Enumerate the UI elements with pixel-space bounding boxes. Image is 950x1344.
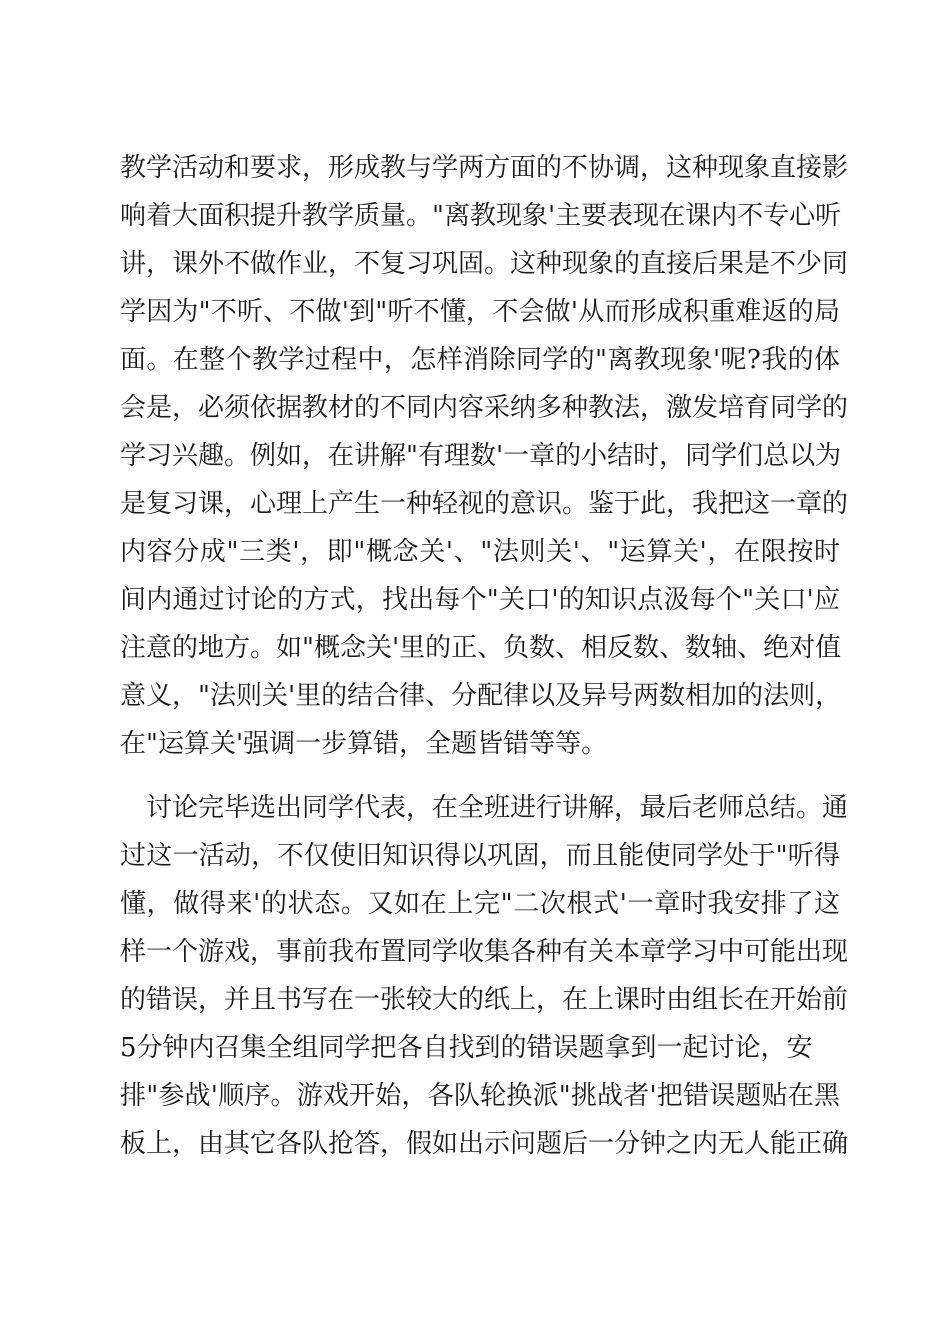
text-line-8: 是复习课，心理上产生一种轻视的意识。鉴于此，我把这一章的	[120, 489, 849, 519]
text-line-1: 教学活动和要求，形成教与学两方面的不协调，这种现象直接影	[120, 153, 849, 183]
text-line-4: 学因为"不听、不做'到"听不懂，不会做'从而形成积重难返的局	[120, 297, 840, 327]
text-line-21: 板上，由其它各队抢答，假如出示问题后一分钟之内无人能正确	[120, 1129, 849, 1159]
text-line-6: 会是，必须依据教材的不同内容采纳多种教法，激发培育同学的	[120, 393, 849, 423]
text-line-3: 讲，课外不做作业，不复习巩固。这种现象的直接后果是不少同	[120, 249, 849, 279]
paragraph-2-first-line: 讨论完毕选出同学代表，在全班进行讲解，最后老师总结。通	[146, 793, 849, 823]
text-line-19: 5分钟内召集全组同学把各自找到的错误题拿到一起讨论，安	[120, 1033, 813, 1063]
text-line-15: 过这一活动，不仅使旧知识得以巩固，而且能使同学处于"听得	[120, 841, 840, 871]
text-line-5: 面。在整个教学过程中，怎样消除同学的"离教现象'呢?我的体	[120, 345, 840, 375]
text-line-7: 学习兴趣。例如，在讲解"有理数'一章的小结时，同学们总以为	[120, 441, 842, 471]
text-line-13: 在"运算关'强调一步算错，全题皆错等等。	[120, 729, 608, 759]
text-line-12: 意义，"法则关'里的结合律、分配律以及异号两数相加的法则，	[120, 681, 842, 711]
text-line-17: 样一个游戏，事前我布置同学收集各种有关本章学习中可能出现	[120, 937, 849, 967]
text-line-10: 间内通过讨论的方式，找出每个"关口'的知识点汲每个"关口'应	[120, 585, 840, 615]
text-line-16: 懂，做得来'的状态。又如在上完"二次根式'一章时我安排了这	[120, 889, 840, 919]
text-line-20: 排"参战'顺序。游戏开始，各队轮换派"挑战者'把错误题贴在黑	[120, 1081, 840, 1111]
text-line-11: 注意的地方。如"概念关'里的正、负数、相反数、数轴、绝对值	[120, 633, 842, 663]
text-line-2: 响着大面积提升教学质量。"离教现象'主要表现在课内不专心听	[120, 201, 842, 231]
text-line-18: 的错误，并且书写在一张较大的纸上，在上课时由组长在开始前	[120, 985, 849, 1015]
text-line-9: 内容分成"三类'，即"概念关'、"法则关'、"运算关'，在限按时	[120, 537, 840, 567]
